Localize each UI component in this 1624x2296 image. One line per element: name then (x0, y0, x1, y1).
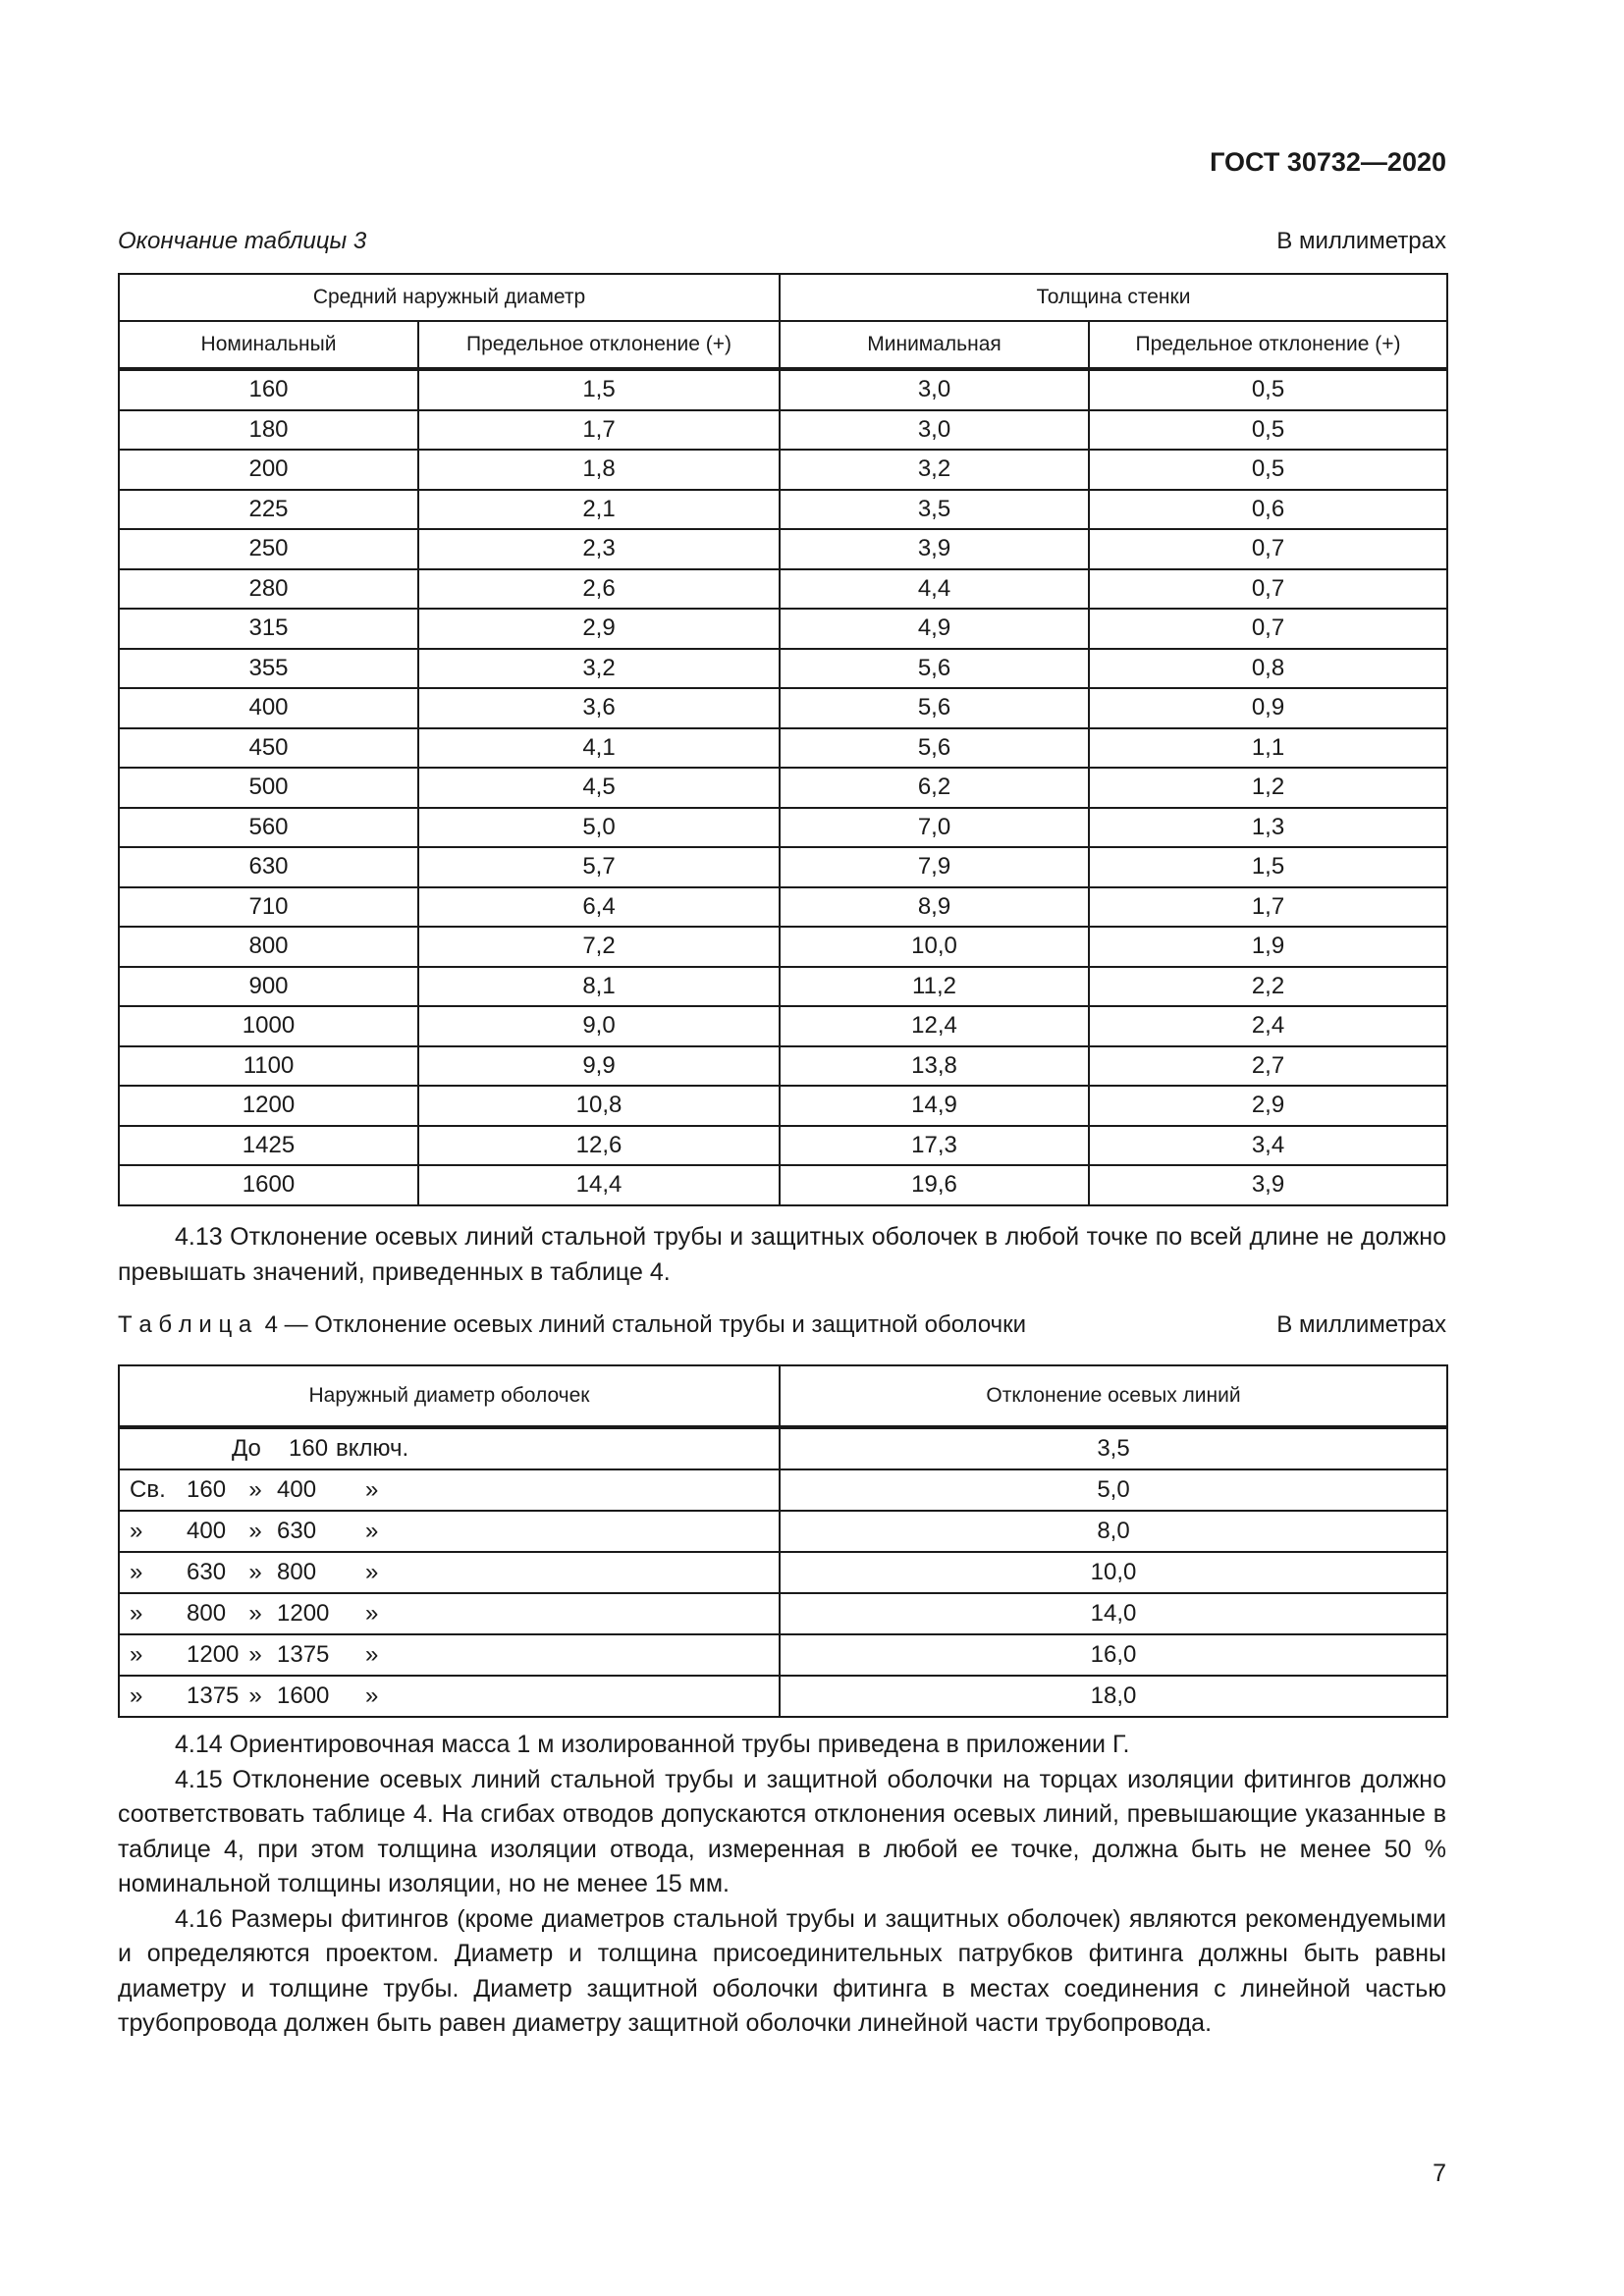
range-sep: » (248, 1600, 262, 1627)
table3 (118, 273, 1448, 1206)
table3-sub-header: Номинальный (119, 321, 418, 369)
range-end: » (365, 1559, 379, 1585)
table3-cell: 5,7 (418, 847, 780, 887)
table3-cell: 12,4 (780, 1006, 1089, 1046)
table3-cell: 11,2 (780, 967, 1089, 1007)
paragraph-text: 4.13 Отклонение осевых линий стальной трубы и защитных оболочек в любой точке по всей длине не должно превышать значений, приведенных в таблице 4. (118, 1223, 1446, 1286)
range-prefix: До (232, 1435, 261, 1462)
paragraph-4-15: 4.15 Отклонение осевых линий стальной трубы и защитной оболочки на торцах изоляции фитингов должно соответствовать таблице 4. На сгибах отводов допускаются отклонения осевых линий, превышающие указанные в таблице 4, при этом толщина изоляции отвода, измеренная в любой ее точке, должна быть не менее 50 % номинальной толщины изоляции, но не менее 15 мм. (118, 1765, 1446, 1897)
range-to: 630 (277, 1518, 317, 1544)
table4-units: В миллиметрах (1276, 1311, 1446, 1338)
table3-sub-header: Минимальная (780, 321, 1089, 369)
table4-row (119, 1552, 1447, 1593)
table4-range-cell (119, 1469, 780, 1511)
table3-cell: 3,9 (1089, 1165, 1447, 1205)
table3-cell: 2,2 (1089, 967, 1447, 1007)
table3-cell: 2,6 (418, 569, 780, 610)
table3-cell: 6,2 (780, 768, 1089, 808)
range-prefix: Св. (130, 1476, 166, 1503)
table3-cell: 0,6 (1089, 490, 1447, 530)
table3-row (119, 490, 1447, 530)
table3-row (119, 529, 1447, 569)
table3-cell: 10,0 (780, 927, 1089, 967)
table3-cell: 200 (119, 450, 418, 490)
page-number: 7 (1433, 2160, 1446, 2187)
table3-cell: 19,6 (780, 1165, 1089, 1205)
table3-cell: 3,6 (418, 688, 780, 728)
table3-cell: 2,9 (418, 609, 780, 649)
table4-range-cell (119, 1593, 780, 1634)
range-prefix: » (130, 1559, 143, 1585)
range-end: » (365, 1518, 379, 1544)
range-from: 400 (187, 1518, 227, 1544)
table3-cell: 13,8 (780, 1046, 1089, 1087)
table4-row (119, 1634, 1447, 1676)
table3-cell: 560 (119, 808, 418, 848)
range-from: 800 (187, 1600, 227, 1627)
table3-cell: 0,7 (1089, 569, 1447, 610)
document-code: ГОСТ 30732—2020 (1210, 147, 1446, 177)
range-to: 1375 (277, 1641, 330, 1668)
table4-row (119, 1511, 1447, 1552)
range-end: » (365, 1476, 379, 1503)
table3-cell: 1,2 (1089, 768, 1447, 808)
table3-row (119, 1046, 1447, 1087)
table4-value-cell: 8,0 (780, 1511, 1447, 1552)
table3-cell: 3,4 (1089, 1126, 1447, 1166)
table3-cell: 450 (119, 728, 418, 769)
table3-cell: 12,6 (418, 1126, 780, 1166)
table3-cell: 0,7 (1089, 609, 1447, 649)
table3-cell: 180 (119, 410, 418, 451)
range-from: 160 (187, 1476, 227, 1503)
table3-row (119, 847, 1447, 887)
range-sep: » (248, 1476, 262, 1503)
table3-cell: 355 (119, 649, 418, 689)
table3-row (119, 450, 1447, 490)
table3-group-header: Толщина стенки (780, 274, 1447, 321)
table3-row (119, 369, 1447, 410)
range-sep: включ. (336, 1435, 409, 1462)
table3-row (119, 887, 1447, 928)
range-to: 1200 (277, 1600, 330, 1627)
range-end: » (365, 1641, 379, 1668)
table3-row (119, 967, 1447, 1007)
range-prefix: » (130, 1682, 143, 1709)
range-from: 160 (289, 1435, 329, 1462)
table3-cell: 10,8 (418, 1086, 780, 1126)
table3-row (119, 1006, 1447, 1046)
table3-cell: 0,5 (1089, 369, 1447, 410)
range-to: 400 (277, 1476, 317, 1503)
table3-cell: 1600 (119, 1165, 418, 1205)
range-sep: » (248, 1682, 262, 1709)
table3-cell: 900 (119, 967, 418, 1007)
table3-cell: 1200 (119, 1086, 418, 1126)
table3-cell: 3,9 (780, 529, 1089, 569)
table4-row (119, 1676, 1447, 1717)
range-from: 1200 (187, 1641, 240, 1668)
table3-cell: 5,6 (780, 688, 1089, 728)
table3-cell: 7,2 (418, 927, 780, 967)
table3-cell: 8,9 (780, 887, 1089, 928)
table3-caption: Окончание таблицы 3 (118, 228, 367, 254)
table3-cell: 1100 (119, 1046, 418, 1087)
table3-cell: 1425 (119, 1126, 418, 1166)
table3-cell: 4,4 (780, 569, 1089, 610)
table4-caption-text: — Отклонение осевых линий стальной трубы и защитной оболочки (277, 1311, 1027, 1338)
table4-row (119, 1427, 1447, 1469)
table4-caption-row (118, 1311, 1446, 1339)
table3-cell: 1,7 (418, 410, 780, 451)
paragraph-4-14: 4.14 Ориентировочная масса 1 м изолированной трубы приведена в приложении Г. (175, 1731, 1130, 1758)
paragraph-4-16: 4.16 Размеры фитингов (кроме диаметров стальной трубы и защитных оболочек) являются рекомендуемыми и определяются проектом. Диаметр и толщина присоединительных патрубков фитинга должны быть равны диаметру и толщине трубы. Диаметр защитной оболочки фитинга в местах соединения с линейной частью трубопровода должен быть равен диаметру защитной оболочки линейной части трубопровода. (118, 1904, 1446, 2037)
table3-cell: 710 (119, 887, 418, 928)
table4-header: Отклонение осевых линий (780, 1365, 1447, 1427)
table3-cell: 0,5 (1089, 450, 1447, 490)
table4-range-cell (119, 1511, 780, 1552)
table4-value-cell: 10,0 (780, 1552, 1447, 1593)
table3-row (119, 609, 1447, 649)
table3-units: В миллиметрах (1276, 228, 1446, 254)
table3-row (119, 1086, 1447, 1126)
table3-cell: 160 (119, 369, 418, 410)
table3-cell: 7,0 (780, 808, 1089, 848)
table3-cell: 6,4 (418, 887, 780, 928)
table3-row (119, 768, 1447, 808)
table3-cell: 1,3 (1089, 808, 1447, 848)
table3-cell: 2,3 (418, 529, 780, 569)
table3-group-header: Средний наружный диаметр (119, 274, 780, 321)
range-sep: » (248, 1518, 262, 1544)
range-prefix: » (130, 1641, 143, 1668)
paragraphs-block (118, 1728, 1446, 2042)
table3-cell: 0,7 (1089, 529, 1447, 569)
range-end: » (365, 1682, 379, 1709)
table3-row (119, 1165, 1447, 1205)
table4-range-cell (119, 1676, 780, 1717)
table4-value-cell: 16,0 (780, 1634, 1447, 1676)
table3-cell: 7,9 (780, 847, 1089, 887)
table3-cell: 5,6 (780, 649, 1089, 689)
table3-cell: 4,1 (418, 728, 780, 769)
table3-cell: 1,5 (418, 369, 780, 410)
table3-caption-row (118, 228, 1446, 255)
table3-cell: 4,5 (418, 768, 780, 808)
table3-cell: 2,7 (1089, 1046, 1447, 1087)
table3-cell: 9,9 (418, 1046, 780, 1087)
table3-cell: 0,8 (1089, 649, 1447, 689)
table3-cell: 3,0 (780, 410, 1089, 451)
table3-cell: 5,0 (418, 808, 780, 848)
table3-cell: 3,0 (780, 369, 1089, 410)
table3-row (119, 927, 1447, 967)
table4-value-cell: 14,0 (780, 1593, 1447, 1634)
table3-sub-header: Предельное отклонение (+) (1089, 321, 1447, 369)
range-sep: » (248, 1641, 262, 1668)
range-prefix: » (130, 1518, 143, 1544)
table3-cell: 1,9 (1089, 927, 1447, 967)
table4-row (119, 1469, 1447, 1511)
table3-cell: 2,1 (418, 490, 780, 530)
range-from: 1375 (187, 1682, 240, 1709)
table3-cell: 1000 (119, 1006, 418, 1046)
table4-body (119, 1427, 1447, 1717)
table3-body (119, 369, 1447, 1205)
table3-row (119, 1126, 1447, 1166)
table4-value-cell: 5,0 (780, 1469, 1447, 1511)
table3-cell: 3,2 (418, 649, 780, 689)
table3-cell: 630 (119, 847, 418, 887)
range-to: 800 (277, 1559, 317, 1585)
range-end: » (365, 1600, 379, 1627)
range-sep: » (248, 1559, 262, 1585)
table3-cell: 400 (119, 688, 418, 728)
table3-cell: 14,4 (418, 1165, 780, 1205)
table4-row (119, 1593, 1447, 1634)
table3-cell: 3,2 (780, 450, 1089, 490)
table4-range-cell (119, 1552, 780, 1593)
table3-cell: 225 (119, 490, 418, 530)
table3-cell: 0,5 (1089, 410, 1447, 451)
table3-cell: 2,9 (1089, 1086, 1447, 1126)
table3-row (119, 728, 1447, 769)
table3-cell: 1,7 (1089, 887, 1447, 928)
table4-value-cell: 3,5 (780, 1427, 1447, 1469)
table3-row (119, 688, 1447, 728)
table3-cell: 1,5 (1089, 847, 1447, 887)
table3-cell: 500 (119, 768, 418, 808)
table4-caption-label: Т а б л и ц а 4 (118, 1311, 278, 1338)
table3-sub-header: Предельное отклонение (+) (418, 321, 780, 369)
table3-cell: 280 (119, 569, 418, 610)
table3-cell: 5,6 (780, 728, 1089, 769)
table3-cell: 9,0 (418, 1006, 780, 1046)
table4-caption (118, 1311, 1026, 1339)
table4-range-cell (119, 1427, 780, 1469)
table3-row (119, 569, 1447, 610)
table4-value-cell: 18,0 (780, 1676, 1447, 1717)
table3-cell: 2,4 (1089, 1006, 1447, 1046)
table3-cell: 250 (119, 529, 418, 569)
paragraph-4-13 (118, 1220, 1446, 1290)
table4-range-cell (119, 1634, 780, 1676)
table4 (118, 1364, 1448, 1718)
range-prefix: » (130, 1600, 143, 1627)
table3-row (119, 808, 1447, 848)
range-to: 1600 (277, 1682, 330, 1709)
table3-row (119, 410, 1447, 451)
table3-cell: 4,9 (780, 609, 1089, 649)
range-from: 630 (187, 1559, 227, 1585)
table3-cell: 0,9 (1089, 688, 1447, 728)
table3-cell: 315 (119, 609, 418, 649)
table3-cell: 17,3 (780, 1126, 1089, 1166)
table3-cell: 3,5 (780, 490, 1089, 530)
table3-cell: 800 (119, 927, 418, 967)
table4-header: Наружный диаметр оболочек (119, 1365, 780, 1427)
table3-cell: 1,8 (418, 450, 780, 490)
table3-cell: 1,1 (1089, 728, 1447, 769)
table3-cell: 14,9 (780, 1086, 1089, 1126)
table3-row (119, 649, 1447, 689)
table3-cell: 8,1 (418, 967, 780, 1007)
